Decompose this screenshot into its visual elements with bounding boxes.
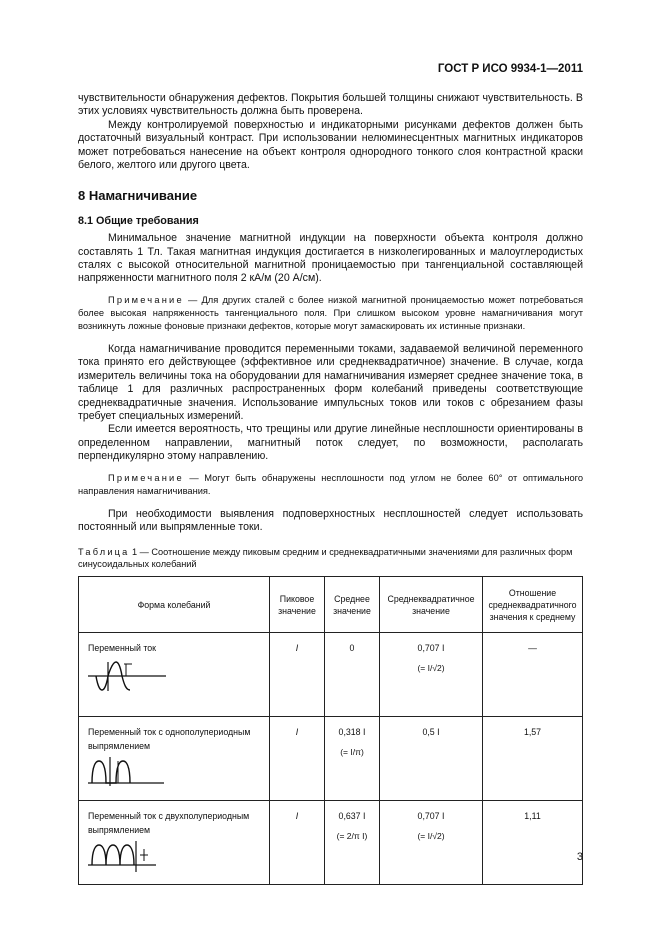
ratio-cell: 1,57	[483, 717, 583, 801]
section-heading: 8 Намагничивание	[78, 188, 198, 204]
column-header: Среднее значение	[325, 577, 380, 633]
paragraph: Минимальное значение магнитной индукции на поверхности объекта контроля должно составлять 1 Тл. Такая магнитная индукция достигается в низколегированных и малоуглеродистых сталях с высокой относительной магнитной проницаемостью при тангенциальной составляющей напряженности магнитного поля 2 кА/м (20 А/см).	[78, 232, 583, 285]
column-header: Форма колебаний	[79, 577, 270, 633]
paragraph: Когда намагничивание проводится переменными токами, задаваемой величиной переменного тока принято его действующее (эффективное или среднеквадратичное) значение. В случае, когда измеритель величины тока на оборудовании для намагничивания измеряет среднее значение тока, в таблице 1 для различных распространенных форм колебаний приведены соответствующие среднеквадратичные значения. Использование импульсных токов или токов с обрезанием фазы требует специальных измерений.	[78, 342, 583, 422]
mean-value: 0,637 I	[338, 811, 366, 822]
rms-cell: 0,5 I	[380, 717, 483, 801]
rms-value: 0,707 I	[417, 811, 445, 822]
note-text: — Для других сталей с более низкой магнитной проницаемостью может потребоваться более высокая напряженность тангенциального поля. При слишком высоком уровне намагничивания могут возникнуть ложные фоновые признаки дефектов, которые могут замаскировать их истинные признаки.	[78, 294, 583, 331]
waveform-cell	[79, 633, 270, 717]
note	[78, 294, 583, 333]
table-caption-text: 1 — Соотношение между пиковым средним и среднеквадратичными значениями для различных форм синусоидальных колебаний	[78, 547, 573, 570]
column-header: Отношение среднеквадратичного значения к среднему	[483, 577, 583, 633]
paragraph: Между контролируемой поверхностью и индикаторными рисунками дефектов должен быть достаточный визуальный контраст. При использовании нелюминесцентных магнитных индикаторов может потребоваться нанесение на объект контроля однородного тонкого слоя контрастной краски белого, желтого или другого цвета.	[78, 118, 583, 172]
peak-cell: I	[270, 633, 325, 717]
paragraph: Если имеется вероятность, что трещины или другие линейные несплошности ориентированы в определенном направлении, магнитный поток следует, по возможности, располагать перпендикулярно этому направлению.	[78, 423, 583, 463]
document-header: ГОСТ Р ИСО 9934-1—2011	[437, 63, 583, 75]
waveform-label: Переменный ток с однополупериодным выпрямлением	[88, 727, 251, 751]
page-content	[78, 92, 583, 885]
rms-cell	[380, 801, 483, 885]
peak-cell: I	[270, 717, 325, 801]
waveform-table	[78, 576, 583, 885]
ratio-cell: 1,11	[483, 801, 583, 885]
table-header-row	[79, 577, 583, 633]
subsection-heading: 8.1 Общие требования	[78, 214, 199, 227]
half-wave-rectified-waveform-icon	[88, 757, 168, 787]
note-text: — Могут быть обнаружены несплошности под углом не более 60° от оптимального направления намагничивания.	[78, 472, 583, 496]
waveform-label: Переменный ток с двухполупериодным выпрямлением	[88, 811, 250, 835]
table-row	[79, 801, 583, 885]
full-wave-rectified-waveform-icon	[88, 841, 168, 873]
table-row	[79, 717, 583, 801]
note	[78, 472, 583, 498]
peak-cell: I	[270, 801, 325, 885]
table-label: Таблица	[78, 547, 130, 558]
waveform-cell	[79, 801, 270, 885]
mean-cell	[325, 801, 380, 885]
column-header: Пиковое значение	[270, 577, 325, 633]
rms-value: 0,707 I	[417, 643, 445, 654]
paragraph: чувствительности обнаружения дефектов. Покрытия большей толщины снижают чувствительность. В этих условиях чувствительность должна быть проверена.	[78, 92, 583, 118]
rms-cell	[380, 633, 483, 717]
note-label: Примечание	[108, 294, 184, 305]
mean-cell	[325, 717, 380, 801]
waveform-cell	[79, 717, 270, 801]
page-number: 3	[576, 851, 583, 863]
mean-formula: (= 2/π I)	[336, 830, 368, 841]
rms-formula: (= I/√2)	[417, 662, 445, 673]
table-row	[79, 633, 583, 717]
ac-sine-waveform-icon	[88, 660, 168, 692]
mean-value: 0,318 I	[338, 727, 366, 738]
rms-formula: (= I/√2)	[417, 830, 445, 841]
mean-formula: (= I/π)	[340, 746, 364, 757]
ratio-cell: —	[483, 633, 583, 717]
paragraph: При необходимости выявления подповерхностных несплошностей следует использовать постоянный или выпрямленные токи.	[78, 507, 583, 533]
column-header: Среднеквадратичное значение	[380, 577, 483, 633]
waveform-label: Переменный ток	[88, 643, 157, 654]
table-caption	[78, 546, 583, 570]
mean-cell: 0	[325, 633, 380, 717]
note-label: Примечание	[108, 472, 184, 483]
